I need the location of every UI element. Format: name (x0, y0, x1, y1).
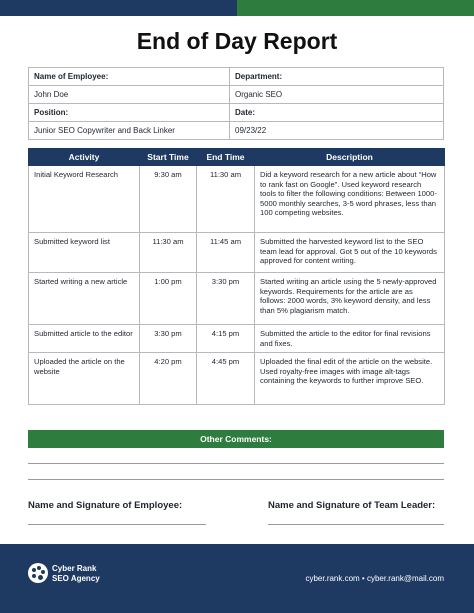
date-label: Date: (230, 104, 444, 122)
table-row (29, 273, 445, 325)
table-row (29, 353, 445, 405)
brand-line-1: Cyber Rank (52, 564, 97, 573)
header-start-time: Start Time (140, 149, 197, 166)
end-time-cell: 11:30 am (197, 166, 255, 233)
page-title: End of Day Report (136, 28, 338, 54)
employee-name-value: John Doe (29, 86, 230, 104)
end-time-cell: 4:15 pm (197, 325, 255, 353)
team-leader-signature-line[interactable] (268, 524, 444, 525)
table-row (29, 166, 445, 233)
brand-line-2: SEO Agency (52, 574, 100, 583)
header-end-time: End Time (197, 149, 255, 166)
top-color-bar (0, 0, 474, 16)
start-time-cell: 1:00 pm (140, 273, 197, 325)
contact-info[interactable]: cyber.rank.com • cyber.rank@mail.com (305, 574, 444, 583)
department-label: Department: (230, 68, 444, 86)
end-time-cell: 11:45 am (197, 233, 255, 273)
table-row (29, 233, 445, 273)
activity-cell: Submitted keyword list (29, 233, 140, 273)
position-value: Junior SEO Copywriter and Back Linker (29, 122, 230, 140)
employee-label: Name of Employee: (29, 68, 230, 86)
description-cell: Did a keyword research for a new article about “How to rank fast on Google”. Used keyword research tools to filter the following conditions: Between 1000-5000 monthly searches, 3-5 word phrases, less than 100 competing websites. (255, 166, 445, 233)
activity-cell: Uploaded the article on the website (29, 353, 140, 405)
comment-line[interactable] (28, 463, 444, 464)
header-activity: Activity (29, 149, 140, 166)
palette-icon (28, 563, 48, 583)
team-leader-signature-label: Name and Signature of Team Leader: (268, 500, 436, 511)
other-comments-header: Other Comments: (28, 430, 444, 448)
end-time-cell: 3:30 pm (197, 273, 255, 325)
table-row (29, 325, 445, 353)
footer (0, 544, 474, 613)
description-cell: Submitted the article to the editor for final revisions and fixes. (255, 325, 445, 353)
activity-cell: Submitted article to the editor (29, 325, 140, 353)
brand-name (52, 564, 100, 584)
activity-cell: Started writing a new article (29, 273, 140, 325)
description-cell: Uploaded the final edit of the article on the website. Used royalty-free images with image alt-tags containing the keywords to further improve SEO. (255, 353, 445, 405)
position-label: Position: (29, 104, 230, 122)
start-time-cell: 9:30 am (140, 166, 197, 233)
start-time-cell: 4:20 pm (140, 353, 197, 405)
end-time-cell: 4:45 pm (197, 353, 255, 405)
description-cell: Submitted the harvested keyword list to the SEO team lead for approval. Got 5 out of the 10 keywords approved for content writing. (255, 233, 445, 273)
employee-info-table (28, 67, 444, 140)
comment-line[interactable] (28, 479, 444, 480)
header-description: Description (255, 149, 445, 166)
top-bar-navy (0, 0, 237, 16)
date-value: 09/23/22 (230, 122, 444, 140)
department-value: Organic SEO (230, 86, 444, 104)
description-cell: Started writing an article using the 5 newly-approved keywords. Requirements for the article are as follows: 2000 words, 3% keyword density, and less than 5% plagiarism match. (255, 273, 445, 325)
activity-cell: Initial Keyword Research (29, 166, 140, 233)
start-time-cell: 11:30 am (140, 233, 197, 273)
top-bar-green (237, 0, 474, 16)
employee-signature-label: Name and Signature of Employee: (28, 500, 183, 511)
employee-signature-line[interactable] (28, 524, 206, 525)
activity-table (28, 148, 445, 405)
start-time-cell: 3:30 pm (140, 325, 197, 353)
